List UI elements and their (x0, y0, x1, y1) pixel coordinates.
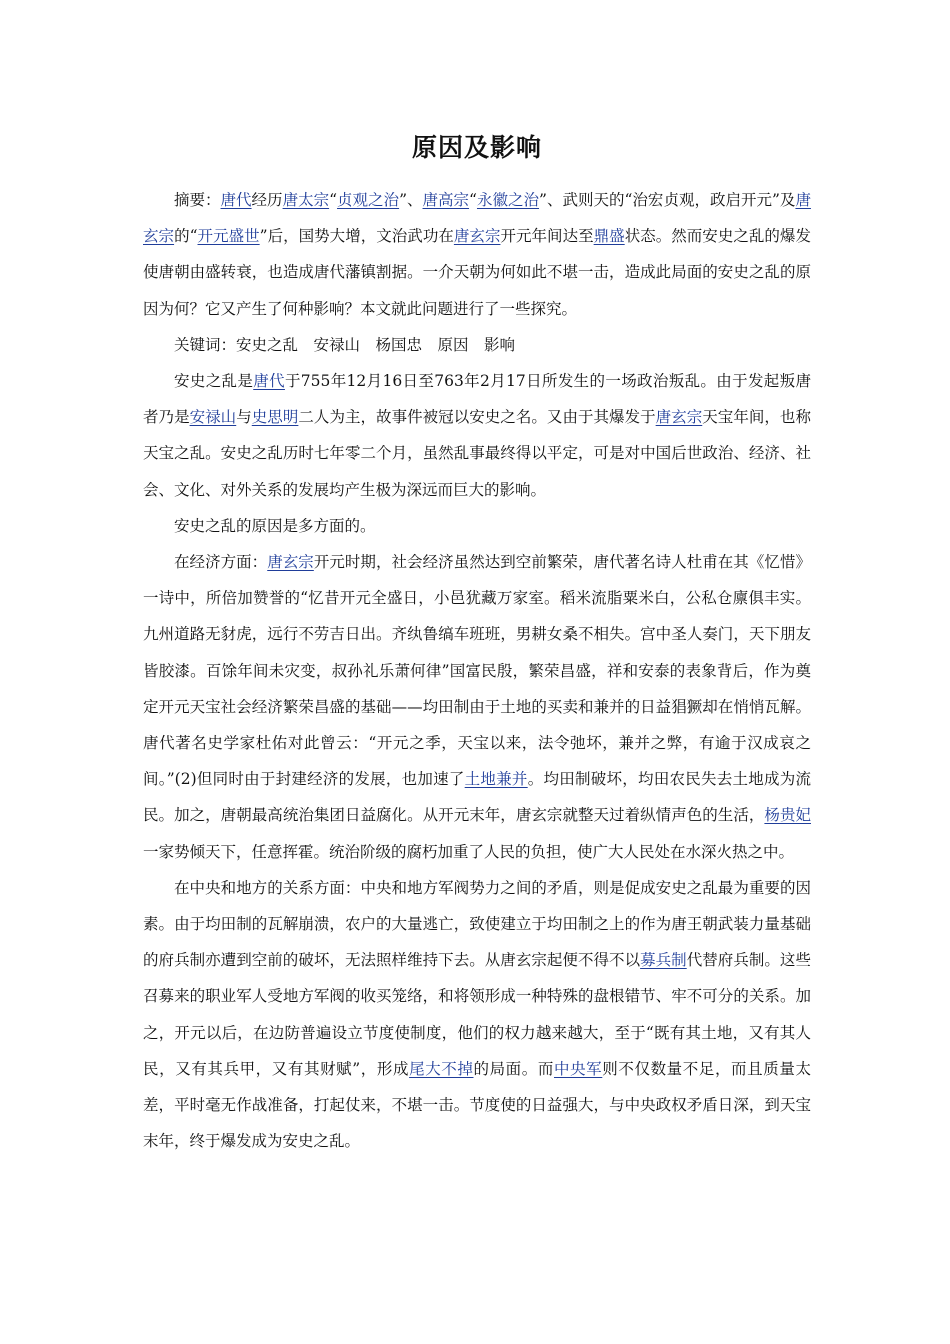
central-local-paragraph (143, 870, 811, 1160)
hyperlink[interactable]: 唐太宗 (282, 191, 330, 209)
hyperlink[interactable]: 唐玄宗 (655, 408, 703, 427)
text-run: 状态。然而安史之乱的爆发使唐朝由盛转衰，也造成唐代藩镇割据。一介天朝为何如此不堪一击，造成此局面的安史之乱的原因为何？它又产生了何种影响？本文就此问题进行了一些探究。 (143, 227, 811, 318)
text-run: “ (469, 191, 477, 209)
text-run: 的局面。而 (473, 1059, 554, 1078)
hyperlink[interactable]: 尾大不掉 (409, 1059, 474, 1078)
causes-intro-paragraph (143, 508, 811, 544)
document-page (143, 128, 811, 1159)
text-run: 天宝年间，也称天宝之乱。安史之乱历时七年零二个月，虽然乱事最终得以平定，可是对中国后世政治、经济、社会、文化、对外关系的发展均产生极为深远而巨大的影响。 (143, 408, 811, 499)
hyperlink[interactable]: 史思明 (251, 408, 299, 427)
text-run: 经历 (251, 191, 283, 209)
text-run: 于755年12月16日至763年2月17日所发生的一场政治叛乱。由于发起叛唐者乃是 (143, 372, 811, 427)
hyperlink[interactable]: 唐玄宗 (143, 191, 811, 246)
text-run: 安史之乱是 (174, 372, 254, 391)
text-run: 二人为主，故事件被冠以安史之名。又由于其爆发于 (298, 408, 656, 427)
text-run: ”、武则天的“治宏贞观，政启开元”及 (539, 191, 796, 209)
text-run: “ (329, 191, 338, 209)
hyperlink[interactable]: 唐玄宗 (267, 553, 314, 572)
text-run: 摘要： (174, 191, 221, 209)
hyperlink[interactable]: 开元盛世 (197, 227, 260, 246)
text-run: 与 (236, 408, 252, 427)
document-body (143, 182, 811, 1159)
text-run: 开元年间达至 (500, 227, 594, 246)
economy-paragraph (143, 544, 811, 870)
text-run: ”、 (399, 191, 423, 209)
hyperlink[interactable]: 鼎盛 (593, 227, 625, 246)
text-run: 的“ (174, 227, 198, 246)
abstract-paragraph (143, 182, 811, 327)
text-run: 在经济方面： (174, 553, 268, 572)
hyperlink[interactable]: 唐高宗 (422, 191, 470, 209)
hyperlink[interactable]: 永徽之治 (476, 191, 540, 209)
text-run: 。均田制破坏，均田农民失去土地成为流民。加之，唐朝最高统治集团日益腐化。从开元末年，唐玄宗就整天过着纵情声色的生活， (143, 770, 811, 825)
hyperlink[interactable]: 土地兼并 (464, 770, 528, 789)
hyperlink[interactable]: 安禄山 (189, 408, 237, 427)
keywords-paragraph (143, 327, 811, 363)
hyperlink[interactable]: 贞观之治 (337, 191, 400, 209)
text-run: 一家势倾天下，任意挥霍。统治阶级的腐朽加重了人民的负担，使广大人民处在水深火热之中。 (143, 842, 795, 861)
intro-paragraph (143, 363, 811, 508)
hyperlink[interactable]: 唐代 (253, 372, 285, 391)
text-run: ”后，国势大增，文治武功在 (259, 227, 454, 246)
text-run: 则不仅数量不足，而且质量太差，平时毫无作战准备，打起仗来，不堪一击。节度使的日益强大，与中央政权矛盾日深，到天宝末年，终于爆发成为安史之乱。 (143, 1059, 811, 1151)
hyperlink[interactable]: 唐代 (220, 191, 252, 209)
text-run: 关键词：安史之乱 安禄山 杨国忠 原因 影响 (174, 335, 516, 354)
text-run: 开元时期，社会经济虽然达到空前繁荣，唐代著名诗人杜甫在其《忆惜》一诗中，所倍加赞誉的“忆昔开元全盛日，小邑犹藏万家室。稻米流脂粟米白，公私仓廪俱丰实。九州道路无豺虎，远行不劳吉日出。齐纨鲁缟车班班，男耕女桑不相失。宫中圣人奏门，天下朋友皆胶漆。百馀年间未灾变，叔孙礼乐萧何律”国富民殷，繁荣昌盛，祥和安泰的表象背后，作为奠定开元天宝社会经济繁荣昌盛的基础——均田制由于土地的买卖和兼并的日益猖獗却在悄悄瓦解。唐代著名史学家杜佑对此曾云：“开元之季，天宝以来，法令弛坏，兼并之弊，有逾于汉成哀之间。”(2)但同时由于封建经济的发展，也加速了 (143, 553, 811, 789)
hyperlink[interactable]: 唐玄宗 (453, 227, 501, 246)
text-run: 在中央和地方的关系方面：中央和地方军阀势力之间的矛盾，则是促成安史之乱最为重要的因素。由于均田制的瓦解崩溃，农户的大量逃亡，致使建立于均田制之上的作为唐王朝武装力量基础的府兵制亦遭到空前的破坏，无法照样维持下去。从唐玄宗起便不得不以 (143, 878, 811, 970)
hyperlink[interactable]: 中央军 (553, 1059, 603, 1078)
hyperlink[interactable]: 杨贵妃 (764, 806, 811, 825)
document-title: 原因及影响 (411, 133, 542, 162)
text-run: 代替府兵制。这些召募来的职业军人受地方军阀的收买笼络，和将领形成一种特殊的盘根错节、牢不可分的关系。加之，开元以后，在边防普遍设立节度使制度，他们的权力越来越大，至于“既有其土地，又有其人民，又有其兵甲，又有其财赋”，形成 (143, 951, 811, 1078)
hyperlink[interactable]: 募兵制 (640, 951, 687, 970)
text-run: 安史之乱的原因是多方面的。 (174, 516, 376, 535)
